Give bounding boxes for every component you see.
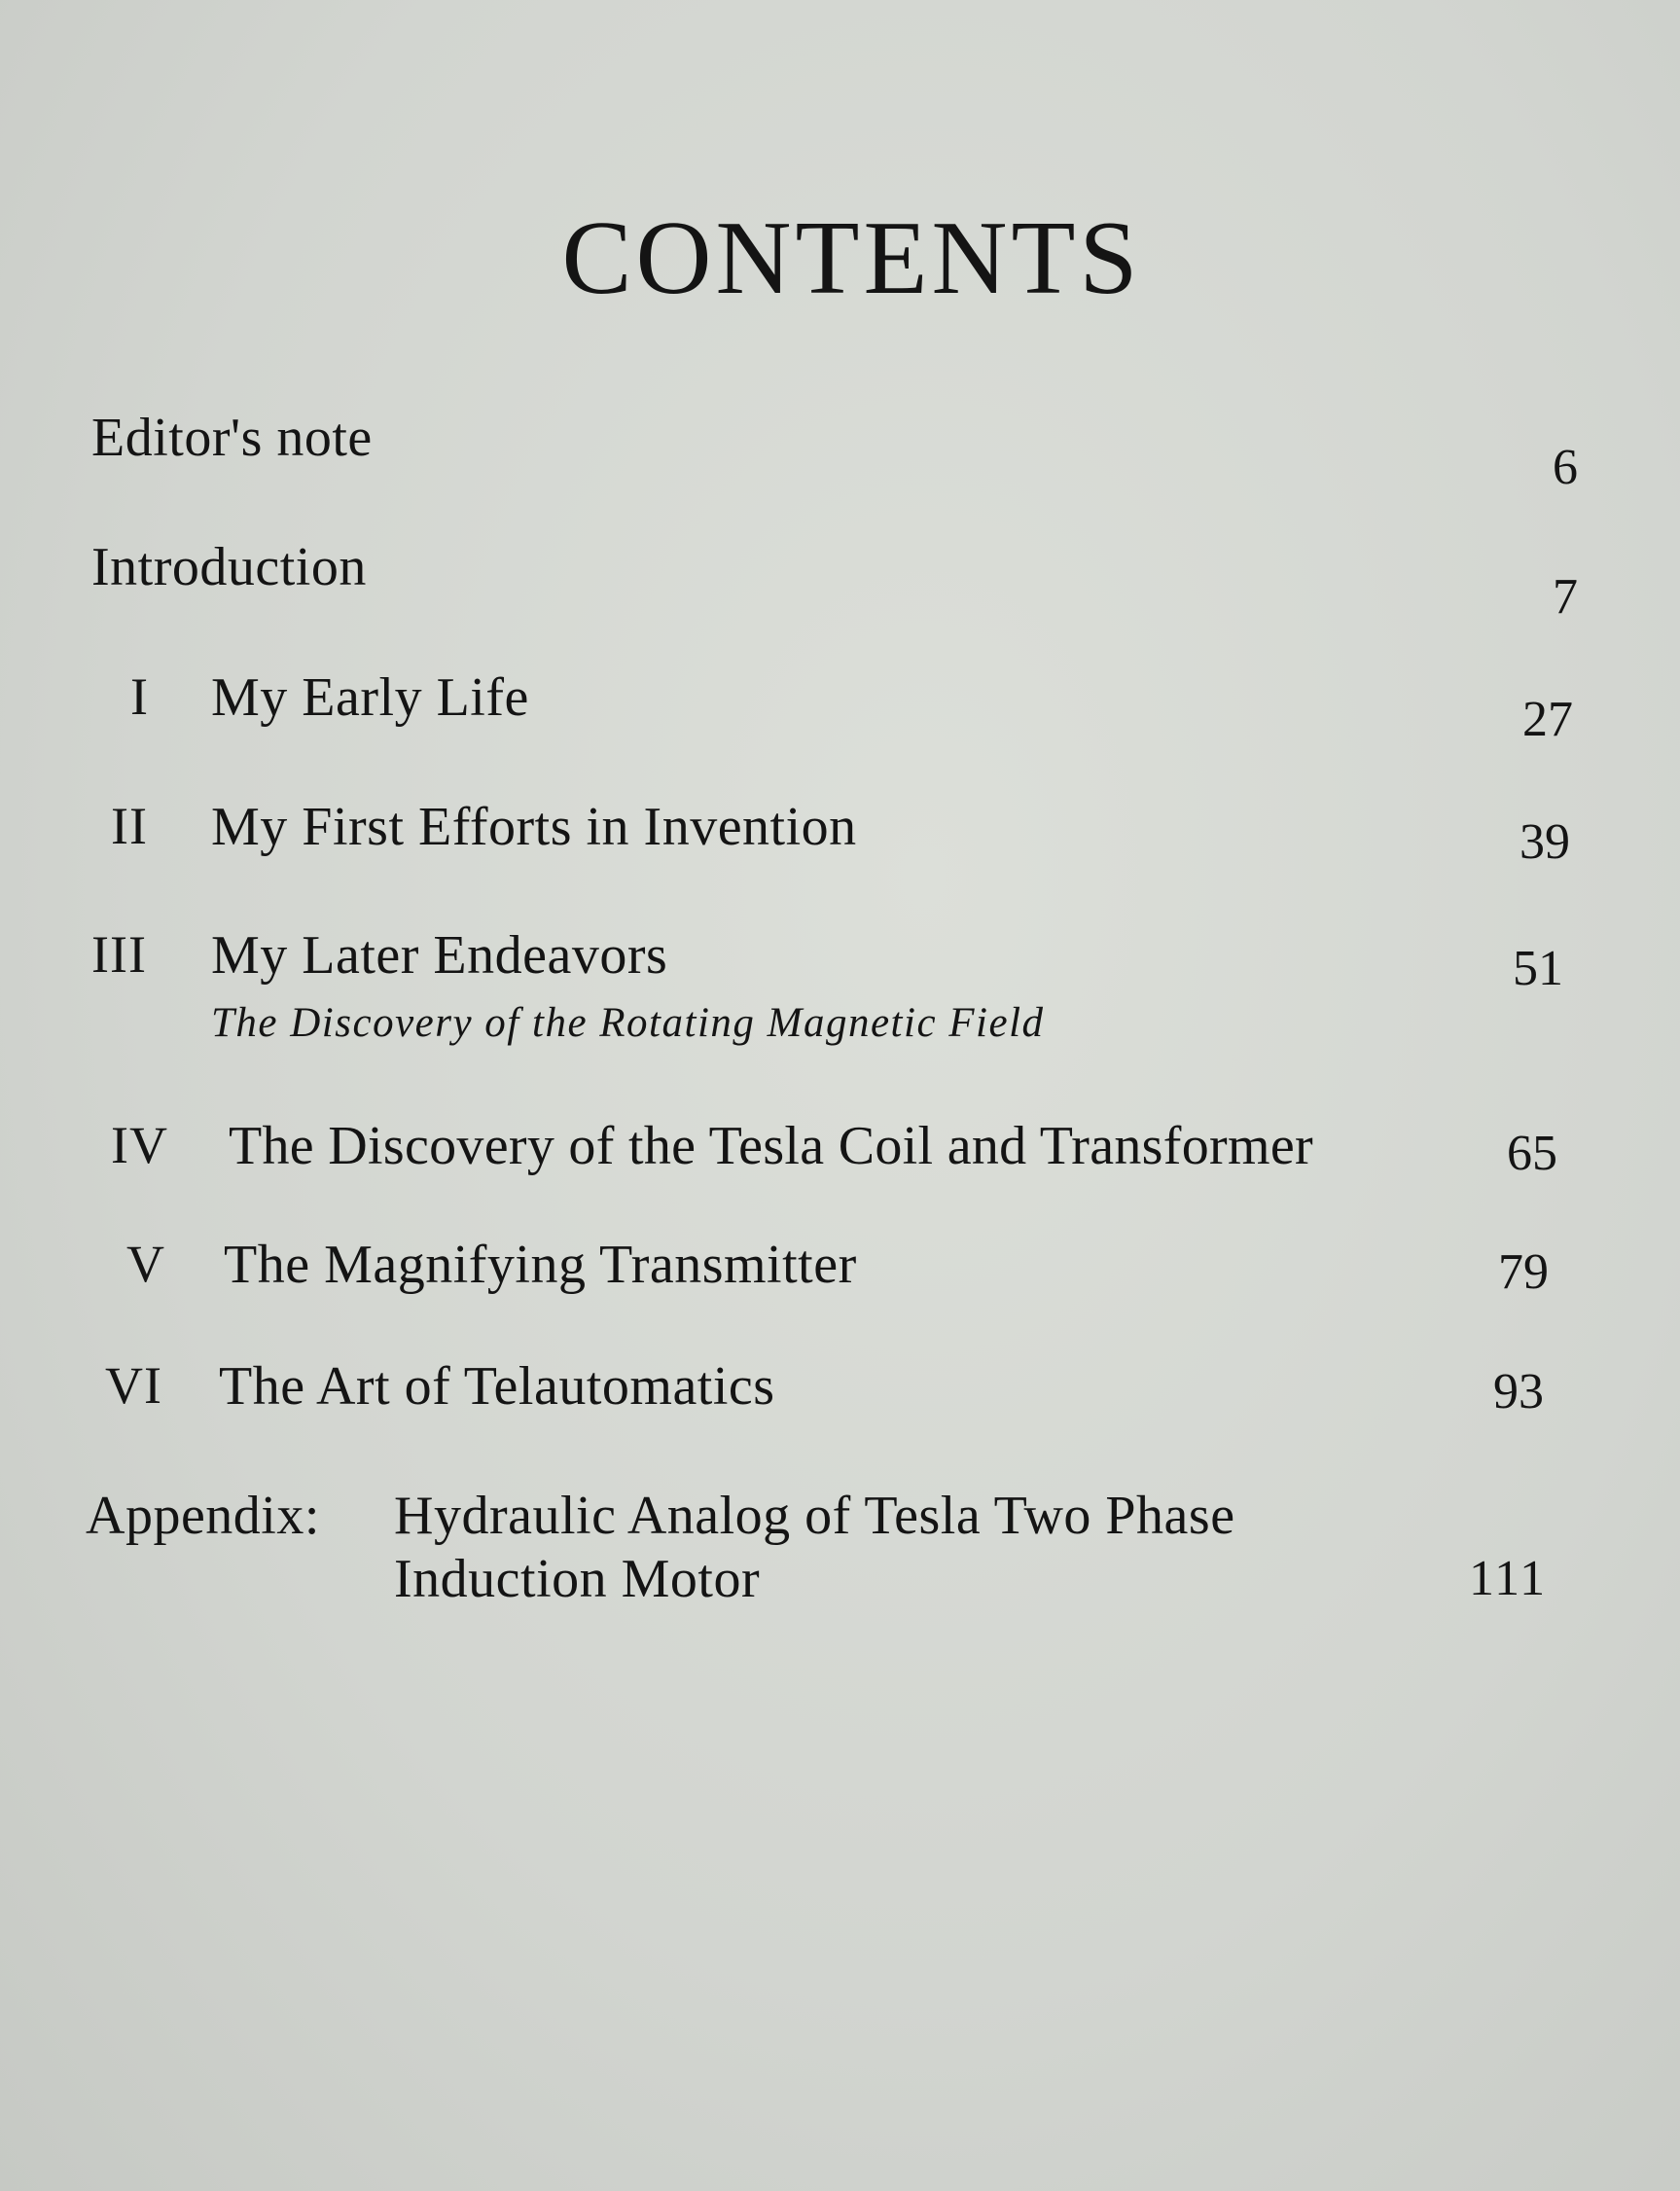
toc-entry-first-efforts: My First Efforts in Invention: [211, 797, 857, 857]
toc-page-my-early-life: 27: [1522, 692, 1573, 747]
toc-page-tesla-coil: 65: [1507, 1126, 1557, 1181]
toc-subtitle-rotating-field: The Discovery of the Rotating Magnetic Field: [211, 1000, 1045, 1046]
toc-appendix-title-line2: Induction Motor: [394, 1549, 761, 1609]
toc-entry-tesla-coil: The Discovery of the Tesla Coil and Transformer: [229, 1116, 1313, 1176]
toc-numeral-3: III: [91, 925, 147, 984]
toc-page-appendix: 111: [1469, 1551, 1548, 1606]
toc-numeral-5: V: [126, 1235, 165, 1293]
toc-numeral-6: VI: [105, 1356, 162, 1415]
toc-entry-my-early-life: My Early Life: [211, 667, 529, 728]
toc-page-telautomatics: 93: [1493, 1364, 1544, 1419]
toc-page-introduction: 7: [1553, 569, 1578, 625]
toc-page-later-endeavors: 51: [1513, 941, 1563, 996]
toc-appendix-prefix: Appendix:: [86, 1486, 320, 1546]
toc-entry-introduction: Introduction: [91, 537, 367, 597]
toc-appendix-title-line1: Hydraulic Analog of Tesla Two Phase: [394, 1486, 1235, 1546]
page-title: CONTENTS: [561, 200, 1142, 316]
toc-numeral-1: I: [130, 667, 149, 726]
toc-numeral-4: IV: [111, 1116, 168, 1174]
toc-entry-later-endeavors: My Later Endeavors: [211, 925, 668, 986]
toc-entry-editors-note: Editor's note: [91, 408, 373, 468]
toc-entry-magnifying-transmitter: The Magnifying Transmitter: [224, 1235, 857, 1295]
toc-page-first-efforts: 39: [1519, 814, 1570, 870]
toc-page-editors-note: 6: [1553, 440, 1578, 495]
toc-entry-telautomatics: The Art of Telautomatics: [219, 1356, 775, 1417]
toc-numeral-2: II: [111, 797, 148, 855]
toc-page-magnifying-transmitter: 79: [1498, 1244, 1549, 1300]
